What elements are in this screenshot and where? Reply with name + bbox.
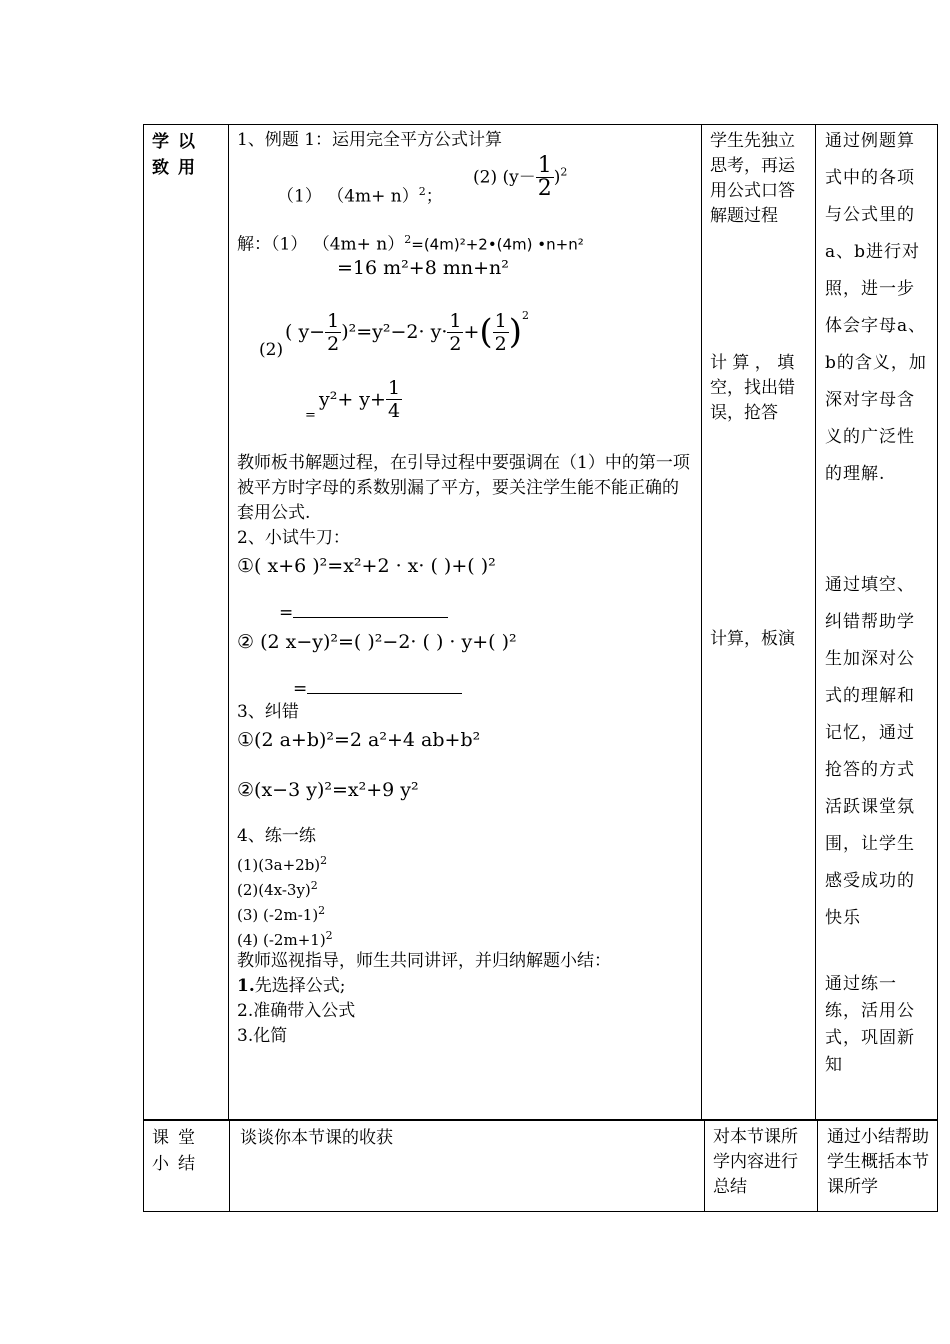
row-header-apply: 学以致用 <box>152 132 204 178</box>
solution-1: 解：（1） $(4m+ n)^2=(4m)^2+2•(4m)$ •n+n² <box>237 233 584 255</box>
summary-1: 1.先选择公式; <box>237 976 346 996</box>
student-activity-1: 学生先独立思考，再运用公式口答解题过程 <box>710 131 795 226</box>
try-2-answer: = <box>293 677 462 700</box>
student-activity-2: 计 算 ， 填空，找出错误，抢答 <box>710 353 795 423</box>
practice-3: (3) $(-2m-1)^2$ <box>237 904 326 924</box>
try-1-answer: = <box>279 601 448 624</box>
fix-2: ②(x−3 y)²=x²+9 y² <box>237 779 419 801</box>
summary-prompt: 谈谈你本节课的收获 <box>240 1128 393 1148</box>
guide-text: 教师巡视指导，师生共同讲评，并归纳解题小结： <box>237 951 611 971</box>
try-1: ①( x+6 )²=x²+2 · x· ( )+( )² <box>237 555 496 577</box>
cell-header-summary <box>143 1120 230 1212</box>
solution-2-expr: ( y− $\frac{1}{2}$ )²=y²−2· y· $\frac{1}{2}$ +( $\frac{1}{2}$ )$^2$ <box>285 309 530 355</box>
intent-summary: 通过小结帮助学生概括本节课所学 <box>827 1127 929 1197</box>
solution-1-line-2: =16 m²+8 mn+n² <box>337 257 509 279</box>
design-intent-1: 通过例题算式中的各项与公式里的a、b进行对照，进一步体会字母a、b的含义，加深对字母含义的广泛性的理解. <box>825 131 927 484</box>
practice-1: $(1)(3a+2b)^2$ <box>237 854 328 874</box>
practice-4: (4) $(-2m+1)^2$ <box>237 929 333 949</box>
try-title: 2、小试牛刀： <box>237 528 350 548</box>
cell-content <box>228 124 702 1120</box>
practice-2: $(2)(4x-3y)^2$ <box>237 879 318 899</box>
solution-2-label: (2) <box>259 340 284 360</box>
try-1-blank <box>293 601 448 618</box>
cell-student-summary <box>704 1120 818 1212</box>
try-2-blank <box>307 677 462 694</box>
solution-2-line-2: y²+ y+ $\frac{1}{4}$ <box>319 377 401 422</box>
student-summary: 对本节课所学内容进行总结 <box>713 1127 798 1197</box>
design-intent-2: 通过填空、纠错帮助学生加深对公式的理解和记忆，通过抢答的方式活跃课堂氛围，让学生感受成功的快乐 <box>825 575 915 928</box>
row-apply <box>143 124 938 1120</box>
practice-title: 4、练一练 <box>237 826 316 846</box>
row-summary <box>143 1120 938 1212</box>
summary-3: 3.化简 <box>237 1026 288 1046</box>
fix-1: ①(2 a+b)²=2 a²+4 ab+b² <box>237 729 481 751</box>
design-intent-3: 通过练一练，活用公式，巩固新知 <box>825 974 915 1075</box>
cell-content-summary <box>229 1120 705 1212</box>
row-header-summary: 课堂小结 <box>152 1128 204 1174</box>
fix-title: 3、纠错 <box>237 702 299 722</box>
try-2: ② (2 x−y)²=( )²−2· ( ) · y+( )² <box>237 631 517 653</box>
summary-2: 2.准确带入公式 <box>237 1001 356 1021</box>
cell-header <box>143 124 229 1120</box>
cell-student-activity <box>701 124 816 1120</box>
question-1: （1） $(4m+ n)^2$； <box>277 185 443 207</box>
solution-2-eq: = <box>305 408 316 423</box>
student-activity-3: 计算，板演 <box>710 629 795 649</box>
teacher-note: 教师板书解题过程，在引导过程中要强调在（1）中的第一项被平方时字母的系数别漏了平方，要关注学生能不能正确的套用公式. <box>237 453 690 523</box>
cell-design-intent <box>815 124 938 1120</box>
example-title: 1、例题 1：运用完全平方公式计算 <box>237 130 503 150</box>
question-2: (2) (y－ $\frac{1}{2}$ )$^2$ <box>473 153 568 201</box>
cell-intent-summary <box>817 1120 938 1212</box>
